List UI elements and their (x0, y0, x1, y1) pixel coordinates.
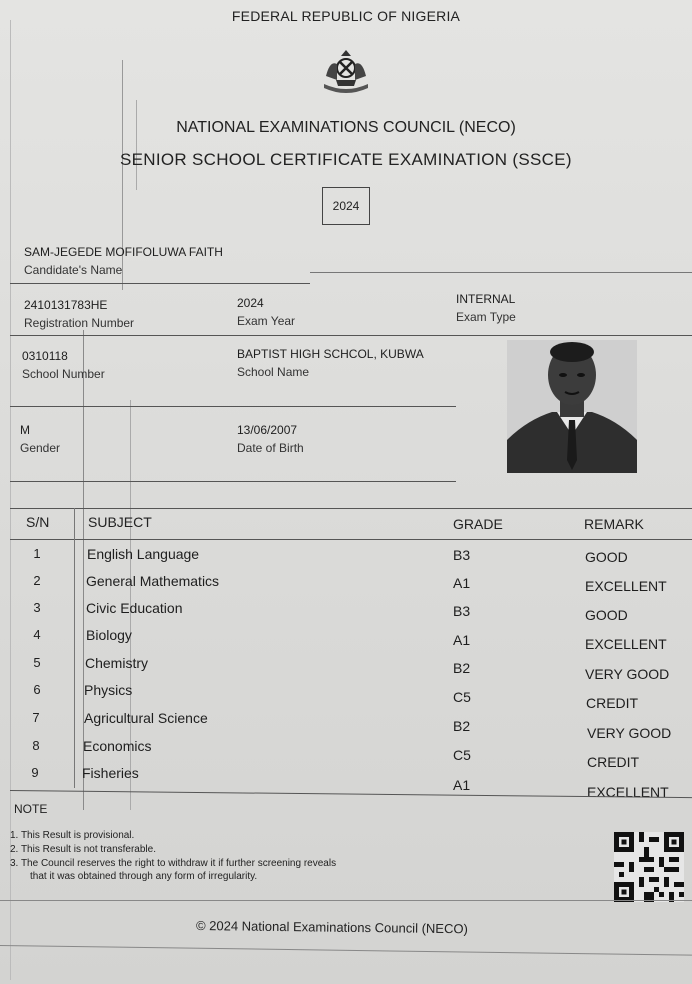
row-sn: 8 (32, 738, 40, 753)
date-of-birth-label: Date of Birth (237, 441, 304, 455)
divider (310, 272, 692, 273)
row-grade: B3 (453, 603, 471, 619)
row-grade: C5 (453, 747, 471, 763)
row-grade: B2 (453, 718, 471, 734)
row-grade: A1 (453, 632, 471, 648)
row-remark: EXCELLENT (585, 636, 667, 652)
note-item: that it was obtained through any form of irregularity. (30, 871, 258, 882)
row-remark: CREDIT (586, 695, 639, 711)
candidate-photo-icon (507, 340, 637, 473)
exam-type-label: Exam Type (456, 310, 516, 324)
exam-type: INTERNAL (456, 292, 516, 306)
exam-title: SENIOR SCHOOL CERTIFICATE EXAMINATION (SSCE) (120, 150, 572, 169)
row-subject: Chemistry (85, 655, 149, 671)
row-subject: Biology (86, 627, 132, 643)
registration-number: 2410131783HE (24, 298, 108, 312)
note-item: 1. This Result is provisional. (10, 830, 135, 841)
school-name-label: School Name (237, 365, 310, 379)
exam-year-box-value: 2024 (332, 199, 360, 213)
candidate-photo (507, 340, 637, 473)
divider (10, 406, 456, 407)
qr-code-icon (614, 832, 684, 902)
row-subject: Physics (84, 682, 133, 698)
row-grade: B2 (453, 660, 471, 676)
column-divider (74, 508, 75, 788)
header-grade: GRADE (453, 516, 503, 532)
divider (10, 283, 310, 284)
row-subject: Economics (83, 738, 152, 754)
row-subject: Agricultural Science (84, 710, 208, 726)
school-number: 0310118 (22, 349, 68, 363)
candidate-name-label: Candidate's Name (24, 263, 123, 277)
exam-year-label: Exam Year (237, 314, 296, 328)
row-remark: EXCELLENT (585, 578, 667, 594)
divider (10, 335, 692, 336)
row-sn: 6 (33, 682, 41, 697)
row-grade: B3 (453, 547, 471, 563)
row-sn: 2 (33, 573, 41, 588)
row-sn: 5 (33, 655, 41, 670)
note-item: 2. This Result is not transferable. (10, 844, 156, 855)
note-title: NOTE (14, 802, 48, 816)
row-subject: Civic Education (86, 600, 183, 616)
row-grade: C5 (453, 689, 471, 705)
header-subject: SUBJECT (88, 514, 152, 530)
crease-line (136, 100, 137, 190)
row-sn: 4 (33, 627, 41, 642)
candidate-name: SAM-JEGEDE MOFIFOLUWA FAITH (24, 245, 223, 259)
row-subject: English Language (87, 546, 200, 562)
divider (10, 481, 456, 482)
row-sn: 9 (31, 765, 39, 780)
table-header-border (10, 539, 692, 540)
header-sn: S/N (26, 514, 50, 530)
exam-year-box (322, 187, 370, 225)
date-of-birth: 13/06/2007 (237, 423, 298, 437)
row-grade: A1 (453, 575, 471, 591)
council-title: NATIONAL EXAMINATIONS COUNCIL (NECO) (176, 119, 516, 136)
row-remark: GOOD (585, 549, 628, 565)
country-title: FEDERAL REPUBLIC OF NIGERIA (231, 8, 461, 24)
row-sn: 1 (33, 546, 41, 561)
row-remark: EXCELLENT (587, 784, 669, 800)
footer-divider (0, 945, 692, 956)
row-remark: VERY GOOD (585, 666, 670, 682)
row-remark: CREDIT (587, 754, 640, 770)
registration-number-label: Registration Number (24, 316, 135, 330)
gender-label: Gender (20, 441, 61, 455)
exam-year: 2024 (237, 296, 264, 310)
coat-of-arms-icon (318, 46, 374, 96)
row-sn: 3 (33, 600, 41, 615)
row-remark: GOOD (585, 607, 628, 623)
row-subject: General Mathematics (86, 573, 220, 589)
table-top-border (10, 508, 692, 509)
copyright-text: © 2024 National Examinations Council (NECO) (195, 918, 468, 937)
row-grade: A1 (453, 777, 471, 793)
gender: M (20, 423, 30, 437)
row-remark: VERY GOOD (587, 725, 672, 741)
header-remark: REMARK (584, 516, 644, 532)
row-subject: Fisheries (82, 765, 139, 781)
row-sn: 7 (32, 710, 40, 725)
school-name: BAPTIST HIGH SCHCOL, KUBWA (237, 347, 424, 361)
note-item: 3. The Council reserves the right to withdraw it if further screening reveals (10, 858, 337, 869)
footer-divider (0, 900, 692, 901)
school-number-label: School Number (22, 367, 105, 381)
